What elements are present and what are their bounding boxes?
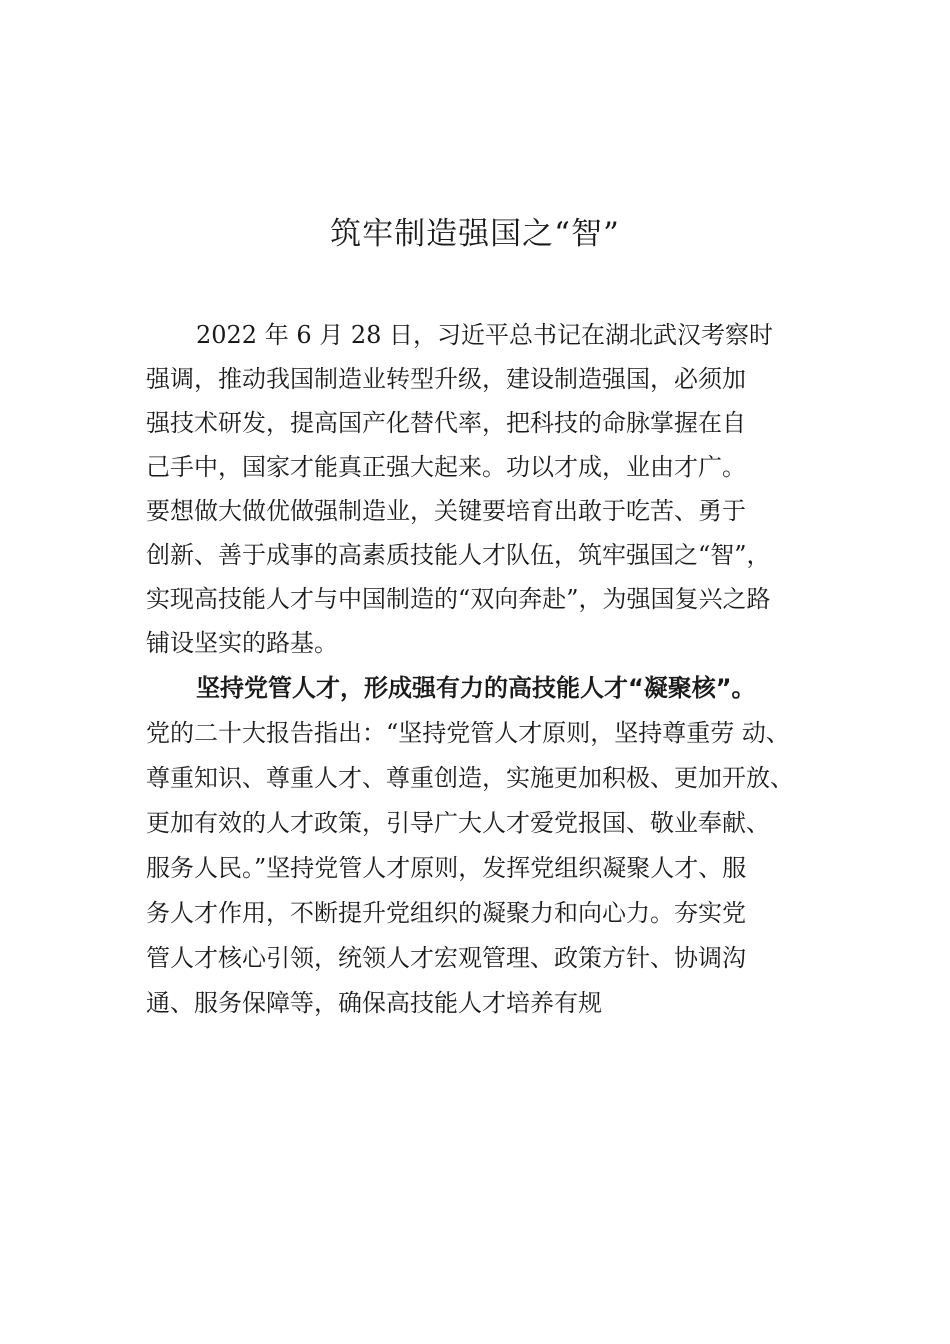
- document-title: 筑牢制造强国之“智”: [330, 216, 620, 252]
- paragraph-1-line-5: 要想做大做优做强制造业，关键要培育出敢于吃苦、勇于: [146, 497, 746, 525]
- paragraph-2-line-4: 服务人民。”坚持党管人才原则，发挥党组织凝聚人才、服: [146, 854, 747, 882]
- paragraph-1-line-7: 实现高技能人才与中国制造的“双向奔赴”，为强国复兴之路: [146, 585, 771, 613]
- paragraph-1-line-2: 强调，推动我国制造业转型升级，建设制造强国，必须加: [146, 365, 746, 393]
- paragraph-2-line-6: 管人才核心引领，统领人才宏观管理、政策方针、协调沟: [146, 944, 746, 972]
- paragraph-1-line-6: 创新、善于成事的高素质技能人才队伍，筑牢强国之“智”，: [146, 541, 771, 569]
- paragraph-2-line-1: 党的二十大报告指出：“坚持党管人才原则，坚持尊重劳 动、: [146, 719, 790, 747]
- paragraph-2-line-2: 尊重知识、尊重人才、尊重创造，实施更加积极、更加开放、: [146, 764, 794, 792]
- paragraph-1-line-1: 2022 年 6 月 28 日，习近平总书记在湖北武汉考察时: [196, 321, 774, 349]
- paragraph-1-line-8: 铺设坚实的路基。: [146, 629, 338, 657]
- paragraph-2-heading: 坚持党管人才，形成强有力的高技能人才“凝聚核”。: [196, 674, 756, 702]
- paragraph-2-line-5: 务人才作用，不断提升党组织的凝聚力和向心力。夯实党: [146, 899, 746, 927]
- paragraph-1-line-3: 强技术研发，提高国产化替代率，把科技的命脉掌握在自: [146, 409, 746, 437]
- paragraph-2-line-3: 更加有效的人才政策，引导广大人才爱党报国、敬业奉献、: [146, 809, 770, 837]
- paragraph-1-line-4: 己手中，国家才能真正强大起来。功以才成，业由才广。: [146, 453, 746, 481]
- paragraph-2-line-7: 通、服务保障等，确保高技能人才培养有规: [146, 989, 602, 1017]
